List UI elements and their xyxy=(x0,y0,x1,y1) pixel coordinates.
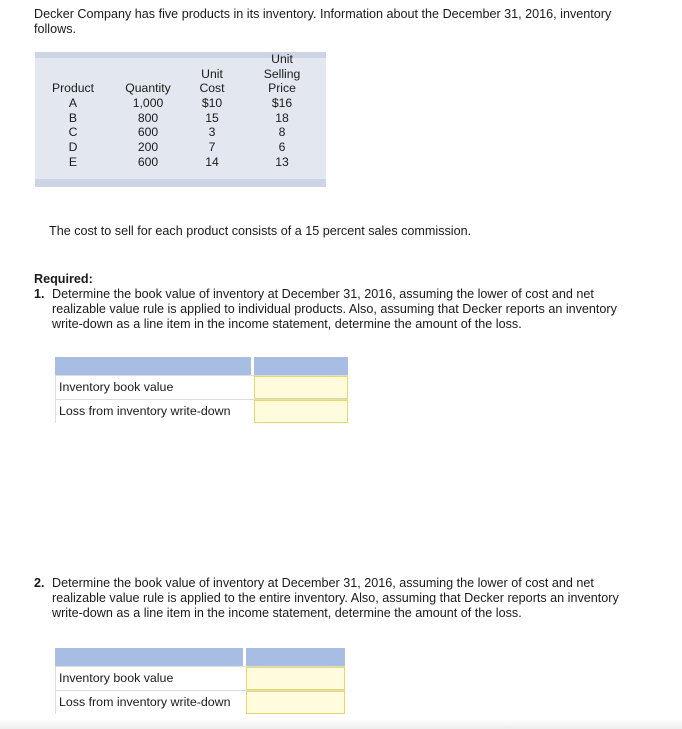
question-text: Determine the book value of inventory at December 31, 2016, assuming the lower of cost and net realizable value rule is applied to individual products. Also, assuming that Decker reports an inventory write-down as a line item in the income statement, determine the amount of the loss. xyxy=(52,287,617,331)
loss-write-down-input-2[interactable] xyxy=(246,691,345,714)
inventory-table xyxy=(35,52,326,187)
loss-write-down-label: Loss from inventory write-down xyxy=(55,400,251,423)
question-1 xyxy=(34,287,644,332)
table-cell: 14 xyxy=(205,154,219,169)
inventory-book-value-input-2[interactable] xyxy=(246,667,345,690)
table-cell: 3 xyxy=(208,125,216,140)
table-cell: 1,000 xyxy=(132,96,164,110)
table-bottom-band xyxy=(35,179,326,187)
table-cell: 600 xyxy=(137,154,159,169)
column-header: Quantity xyxy=(125,81,171,96)
table-cell: 200 xyxy=(137,140,159,155)
table-row xyxy=(55,666,345,690)
table-cell: 800 xyxy=(137,110,159,125)
commission-note: The cost to sell for each product consists of a 15 percent sales commission. xyxy=(49,224,472,238)
table-cell: 7 xyxy=(208,140,216,155)
answer-table-header xyxy=(55,357,348,375)
inventory-book-value-input-1[interactable] xyxy=(254,376,348,399)
question-text: Determine the book value of inventory at December 31, 2016, assuming the lower of cost and net realizable value rule is applied to the entire inventory. Also, assuming that Decker reports an inventory write-down as a line item in the income statement, determine the amount of the loss. xyxy=(52,576,619,620)
unit-cost-column xyxy=(185,52,239,169)
column-header: Unit xyxy=(201,66,223,81)
table-cell: 18 xyxy=(275,110,289,125)
table-row xyxy=(55,399,348,423)
table-cell: $16 xyxy=(271,96,293,110)
question-2 xyxy=(34,576,644,621)
table-cell: E xyxy=(68,154,78,169)
column-header: Selling xyxy=(263,66,301,81)
table-row xyxy=(55,375,348,399)
answer-table-1 xyxy=(55,357,348,423)
quantity-column xyxy=(113,52,183,169)
question-number: 1. xyxy=(34,287,45,301)
loss-write-down-label: Loss from inventory write-down xyxy=(55,691,243,714)
table-cell: $10 xyxy=(201,96,223,110)
column-header: Cost xyxy=(199,81,225,96)
page-bottom-edge xyxy=(0,719,682,729)
loss-write-down-input-1[interactable] xyxy=(254,400,348,423)
table-row xyxy=(55,690,345,714)
column-header: Unit xyxy=(271,51,293,66)
intro-text: Decker Company has five products in its inventory. Information about the December 31, 2016, inventory follows. xyxy=(34,7,612,36)
table-cell: 15 xyxy=(205,110,219,125)
answer-table-header xyxy=(55,648,345,666)
table-cell: B xyxy=(68,110,78,125)
unit-selling-price-column xyxy=(247,52,317,169)
table-cell: D xyxy=(68,140,78,155)
table-cell: C xyxy=(68,125,78,140)
required-heading: Required: xyxy=(34,272,93,286)
product-column xyxy=(35,52,111,169)
question-number: 2. xyxy=(34,576,45,590)
inventory-book-value-label: Inventory book value xyxy=(55,667,243,690)
table-cell: 6 xyxy=(278,140,286,155)
table-cell: 13 xyxy=(275,154,289,169)
inventory-book-value-label: Inventory book value xyxy=(55,376,251,399)
table-cell: A xyxy=(68,96,78,110)
column-header: Product xyxy=(51,81,94,96)
table-cell: 600 xyxy=(137,125,159,140)
table-cell: 8 xyxy=(278,125,286,140)
column-header: Price xyxy=(268,81,296,96)
answer-table-2 xyxy=(55,648,345,714)
